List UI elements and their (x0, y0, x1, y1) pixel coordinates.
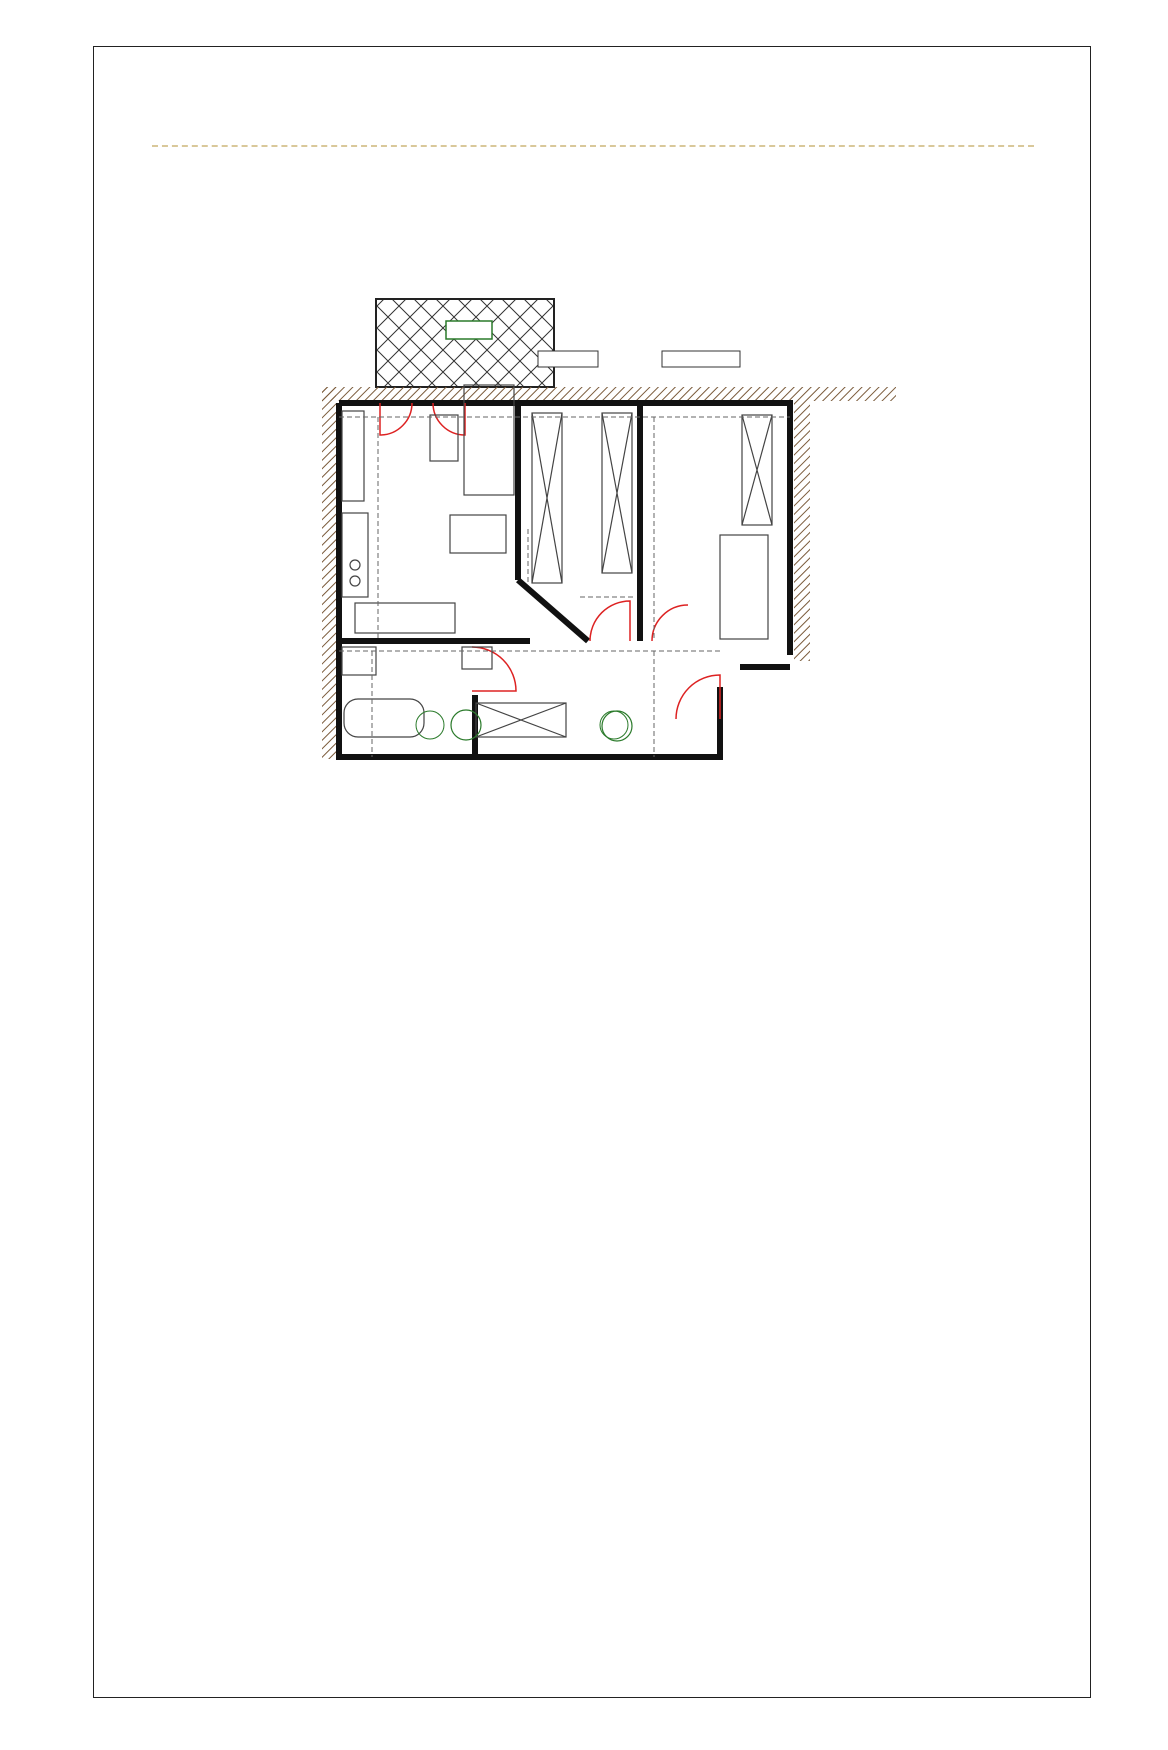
title-divider (152, 145, 1034, 147)
balcony (376, 299, 554, 387)
balcony-area-box (446, 321, 492, 339)
west-wall (322, 387, 336, 759)
page-frame (93, 46, 1091, 1698)
floor-plan (300, 295, 900, 855)
north-wall (322, 387, 896, 401)
east-wall (794, 401, 810, 661)
